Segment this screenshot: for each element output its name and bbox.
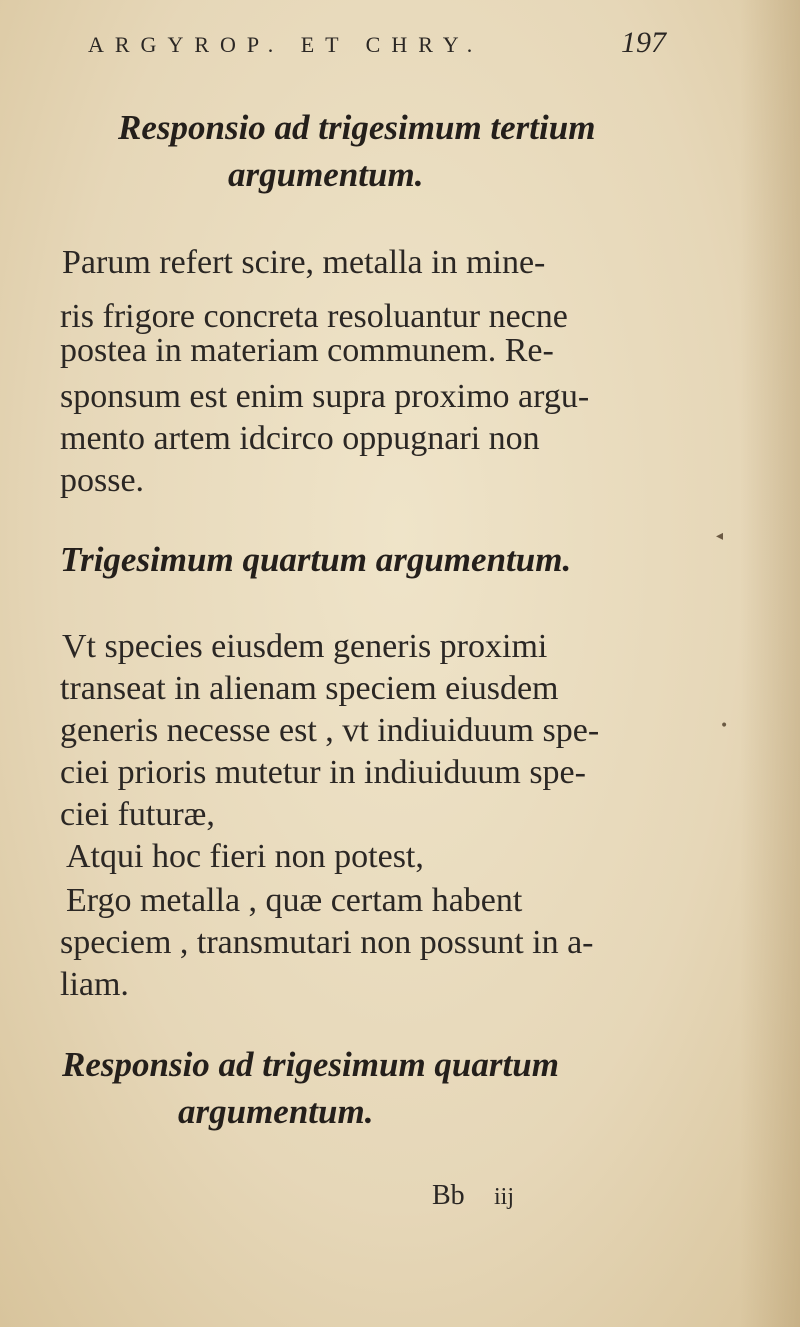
- running-title: ARGYROP. ET CHRY.: [88, 32, 484, 57]
- section-heading-argumentum: argumentum.: [178, 1092, 374, 1131]
- paragraph-line: Ergo metalla , quæ certam habent: [66, 882, 523, 919]
- paragraph-line: ciei prioris mutetur in indiuiduum spe-: [60, 754, 586, 791]
- signature-number: iij: [494, 1184, 515, 1210]
- paragraph-line: ris frigore concreta resoluantur necne: [60, 298, 568, 335]
- paragraph-line: Atqui hoc fieri non potest,: [66, 838, 424, 875]
- section-heading-responsio-33: Responsio ad trigesimum tertium: [118, 108, 596, 147]
- running-header: [88, 26, 666, 62]
- signature-mark: Bb: [432, 1180, 465, 1211]
- stray-mark: ◂: [716, 528, 724, 544]
- section-heading-responsio-34: Responsio ad trigesimum quartum: [62, 1045, 559, 1084]
- paragraph-line: transeat in alienam speciem eiusdem: [60, 670, 559, 707]
- paragraph-line: postea in materiam communem. Re-: [60, 332, 554, 369]
- paragraph-line: Vt species eiusdem generis proximi: [62, 628, 548, 665]
- paragraph-line: speciem , transmutari non possunt in a-: [60, 924, 594, 961]
- section-heading-argumentum: argumentum.: [228, 155, 424, 194]
- paragraph-line: Parum refert scire, metalla in mine-: [62, 244, 546, 281]
- paragraph-line: generis necesse est , vt indiuiduum spe-: [60, 712, 600, 749]
- page-number: 197: [621, 26, 666, 59]
- paragraph-line: liam.: [60, 966, 129, 1003]
- section-heading-trigesimum-quartum: Trigesimum quartum argumentum.: [60, 540, 572, 579]
- paragraph-line: posse.: [60, 462, 145, 499]
- stray-dot: •: [720, 718, 729, 734]
- page-edge-shadow: [740, 0, 800, 1327]
- paragraph-line: sponsum est enim supra proximo argu-: [60, 378, 590, 415]
- paragraph-line: mento artem idcirco oppugnari non: [60, 420, 540, 457]
- paragraph-line: ciei futuræ,: [60, 796, 215, 833]
